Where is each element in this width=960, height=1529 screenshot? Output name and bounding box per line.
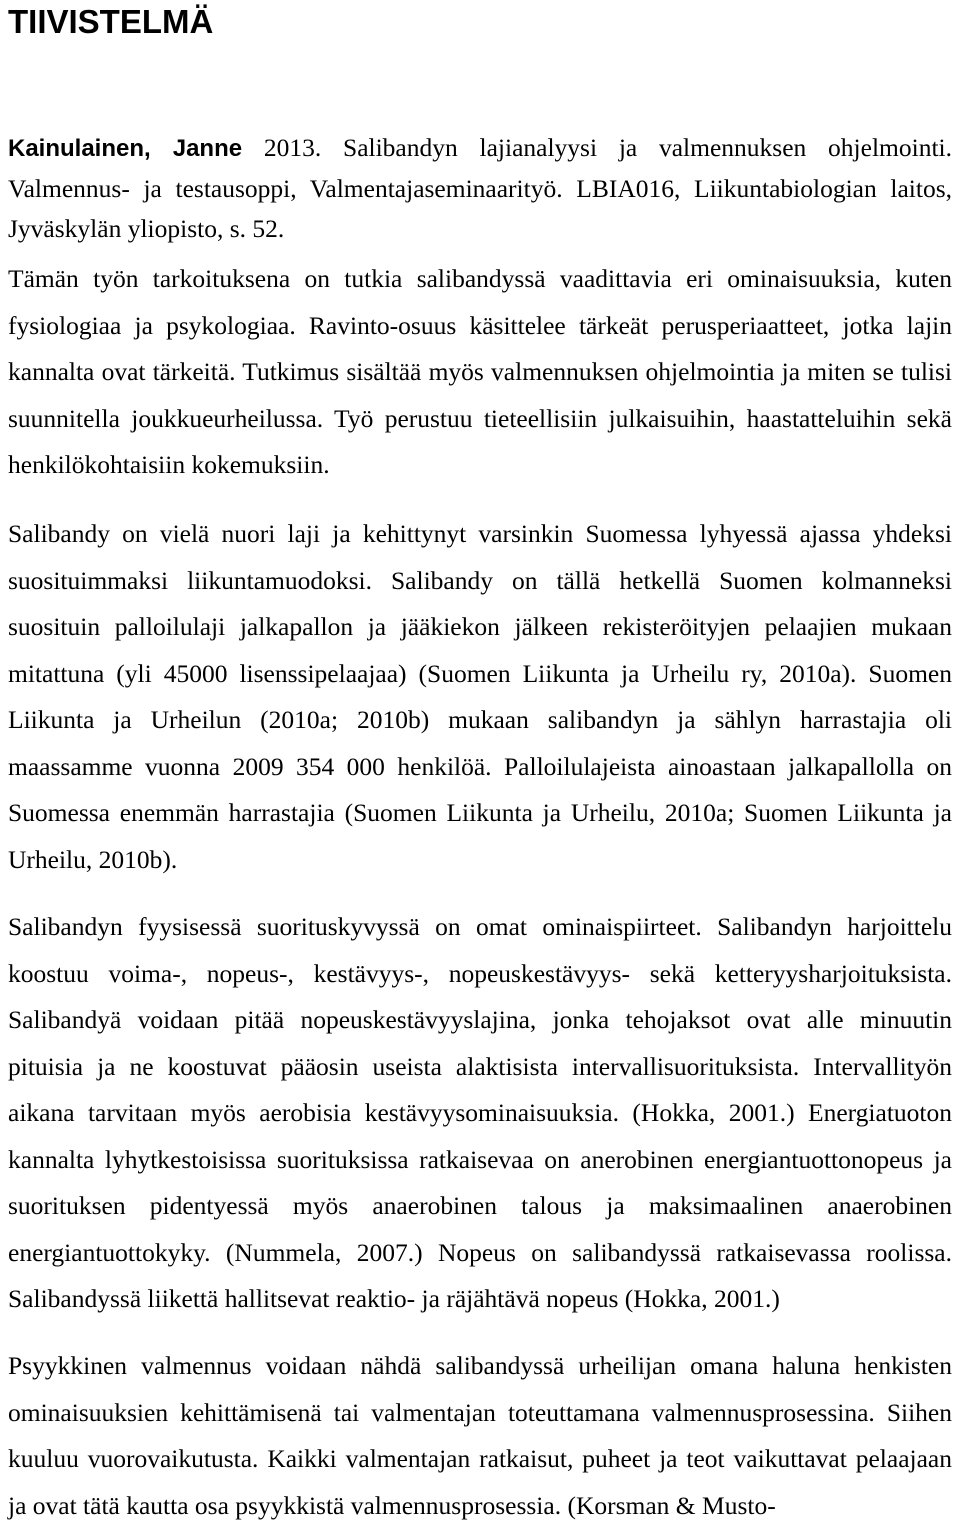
bibliographic-reference xyxy=(8,128,952,249)
reference-details: 2013. Salibandyn lajianalyysi ja valmennuksen ohjelmointi. Valmennus- ja testausoppi, Valmentajaseminaarityö. LBIA016, Liikuntabiologian laitos, Jyväskylän yliopisto, s. 52. xyxy=(8,133,952,243)
abstract-paragraph: Tämän työn tarkoituksena on tutkia salibandyssä vaadittavia eri ominaisuuksia, kuten fysiologiaa ja psykologiaa. Ravinto-osuus käsittelee tärkeät perusperiaatteet, jotka lajin kannalta ovat tärkeitä. Tutkimus sisältää myös valmennuksen ohjelmointia ja miten se tulisi suunnitella joukkueurheilussa. Työ perustuu tieteellisiin julkaisuihin, haastatteluihin sekä henkilökohtaisiin kokemuksiin. xyxy=(8,264,952,479)
abstract-paragraph: Salibandy on vielä nuori laji ja kehittynyt varsinkin Suomessa lyhyessä ajassa yhdeksi suosituimmaksi liikuntamuodoksi. Salibandy on tällä hetkellä Suomen kolmanneksi suosituin palloilulaji jalkapallon ja jääkiekon jälkeen rekisteröityjen pelaajien mukaan mitattuna (yli 45000 lisenssipelaajaa) (Suomen Liikunta ja Urheilu ry, 2010a). Suomen Liikunta ja Urheilun (2010a; 2010b) mukaan salibandyn ja sählyn harrastajia oli maassamme vuonna 2009 354 000 henkilöä. Palloilulajeista ainoastaan jalkapallolla on Suomessa enemmän harrastajia (Suomen Liikunta ja Urheilu, 2010a; Suomen Liikunta ja Urheilu, 2010b). xyxy=(8,519,952,874)
reference-author: Kainulainen, Janne xyxy=(8,135,243,162)
abstract-heading: TIIVISTELMÄ xyxy=(8,3,214,40)
abstract-paragraph: Salibandyn fyysisessä suorituskyvyssä on omat ominaispiirteet. Salibandyn harjoittelu koostuu voima-, nopeus-, kestävyys-, nopeuskestävyys- sekä ketteryysharjoituksista. Salibandyä voidaan pitää nopeuskestävyyslajina, jonka tehojaksot ovat alle minuutin pituisia ja ne koostuvat pääosin useista alaktisista intervallisuorituksista. Intervallityön aikana tarvitaan myös aerobisia kestävyysominaisuuksia. (Hokka, 2001.) Energiatuoton kannalta lyhytkestoisissa suorituksissa ratkaisevaa on anerobinen energiantuottonopeus ja suorituksen pidentyessä myös anaerobinen talous ja maksimaalinen anaerobinen energiantuottokyky. (Nummela, 2007.) Nopeus on salibandyssä ratkaisevassa roolissa. Salibandyssä liikettä hallitsevat reaktio- ja räjähtävä nopeus (Hokka, 2001.) xyxy=(8,912,952,1313)
abstract-paragraph: Psyykkinen valmennus voidaan nähdä salibandyssä urheilijan omana haluna henkisten ominaisuuksien kehittämisenä tai valmentajan toteuttamana valmennusprosessina. Siihen kuuluu vuorovaikutusta. Kaikki valmentajan ratkaisut, puheet ja teot vaikuttavat pelaajaan ja ovat tätä kautta osa psyykkistä valmennusprosessia. (Korsman & Musto- xyxy=(8,1351,952,1520)
